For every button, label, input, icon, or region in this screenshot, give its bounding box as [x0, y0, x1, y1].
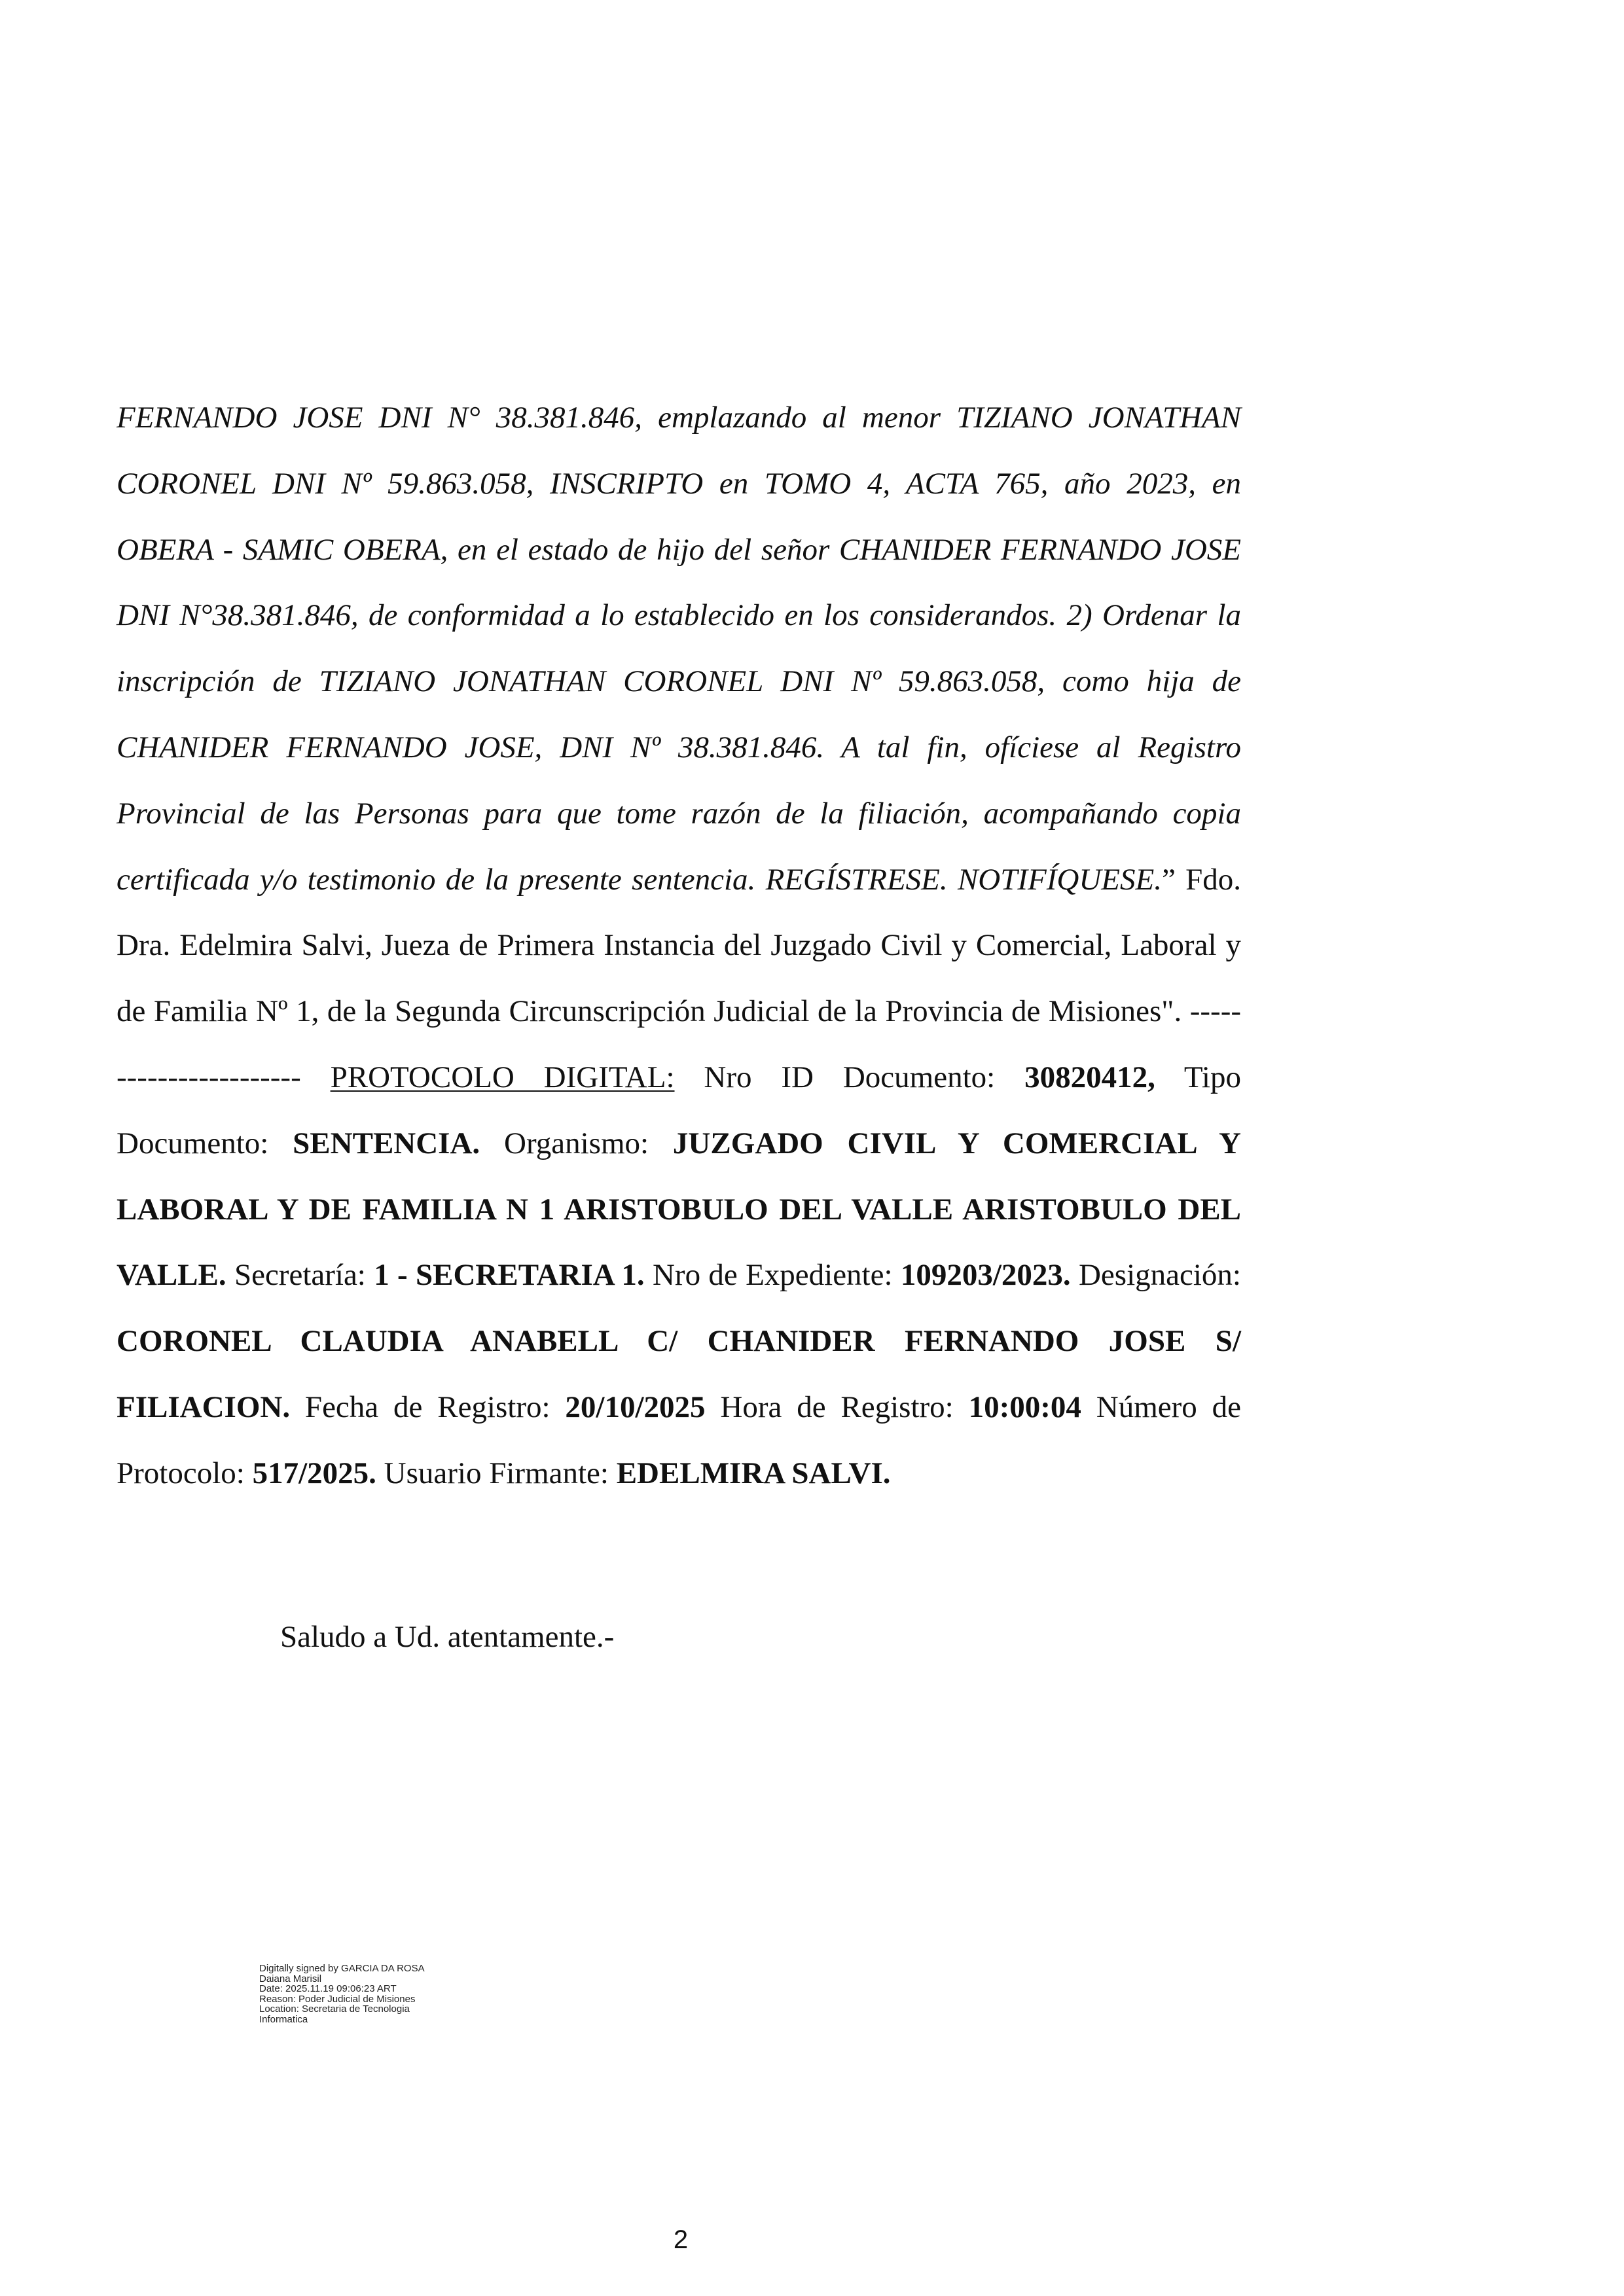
signature-line: Location: Secretaria de Tecnologia: [259, 2003, 410, 2015]
doc-type-value: SENTENCIA.: [293, 1126, 480, 1160]
signature-line: Daiana Marisil: [259, 1973, 322, 1984]
fecha-registro-label: Fecha de Registro:: [290, 1390, 566, 1424]
expediente-value: 109203/2023.: [900, 1258, 1071, 1293]
resolution-text-italic: FERNANDO JOSE DNI N° 38.381.846, emplazando al menor TIZIANO JONATHAN CORONEL DNI Nº 59.863.058, INSCRIPTO en TOMO 4, ACTA 765, año 2023, en OBERA - SAMIC OBERA, en el estado de hijo del señor CHANIDER FERNANDO JOSE DNI N°38.381.846, de conformidad a lo establecido en los considerandos. 2) Ordenar la inscripción de TIZIANO JONATHAN CORONEL DNI Nº 59.863.058, como hija de CHANIDER FERNANDO JOSE, DNI Nº 38.381.846. A tal fin, ofíciese al Registro Provincial de las Personas para que tome razón de la filiación, acompañando copia certificada y/o testimonio de la presente sentencia. REGÍSTRESE. NOTIFÍQUESE.: [117, 401, 1241, 897]
closing-salutation: Saludo a Ud. atentamente.-: [280, 1620, 615, 1654]
signature-line: Date: 2025.11.19 09:06:23 ART: [259, 1983, 397, 1994]
usuario-firmante-label: Usuario Firmante:: [376, 1456, 617, 1490]
signature-line: Informatica: [259, 2013, 308, 2025]
hora-registro-label: Hora de Registro:: [705, 1390, 969, 1424]
designacion-label: Designación:: [1070, 1258, 1241, 1293]
organismo-label: Organismo:: [480, 1126, 673, 1160]
secretaria-label: Secretaría:: [226, 1258, 374, 1293]
designacion-value: CORONEL CLAUDIA ANABELL C/ CHANIDER FERNANDO JOSE S/ FILIACION.: [117, 1324, 1241, 1424]
doc-type-label: Tipo Documento:: [117, 1060, 1241, 1160]
doc-id-label: Nro ID Documento:: [674, 1060, 1025, 1094]
numero-protocolo-label: Número de Protocolo:: [117, 1390, 1241, 1490]
signature-line: Digitally signed by GARCIA DA ROSA: [259, 1963, 425, 1974]
numero-protocolo-value: 517/2025.: [252, 1456, 376, 1490]
doc-id-value: 30820412,: [1024, 1060, 1155, 1094]
digital-signature-block: [259, 1964, 425, 2024]
usuario-firmante-value: EDELMIRA SALVI.: [616, 1456, 891, 1490]
protocolo-digital-label: PROTOCOLO DIGITAL:: [330, 1060, 675, 1094]
organismo-value: JUZGADO CIVIL Y COMERCIAL Y LABORAL Y DE FAMILIA N 1 ARISTOBULO DEL VALLE ARISTOBULO DEL VALLE.: [117, 1126, 1241, 1293]
fecha-registro-value: 20/10/2025: [565, 1390, 706, 1424]
secretaria-value: 1 - SECRETARIA 1.: [374, 1258, 645, 1293]
signature-line: Reason: Poder Judicial de Misiones: [259, 1993, 416, 2005]
body-paragraph: [117, 385, 1241, 1507]
page-number: 2: [673, 2225, 689, 2254]
expediente-label: Nro de Expediente:: [644, 1258, 901, 1293]
hora-registro-value: 10:00:04: [968, 1390, 1081, 1424]
signature-reference-text: ” Fdo. Dra. Edelmira Salvi, Jueza de Primera Instancia del Juzgado Civil y Comercial, Laboral y de Familia Nº 1, de la Segunda Circunscripción Judicial de la Provincia de Misiones". -----------------------: [117, 862, 1242, 1094]
